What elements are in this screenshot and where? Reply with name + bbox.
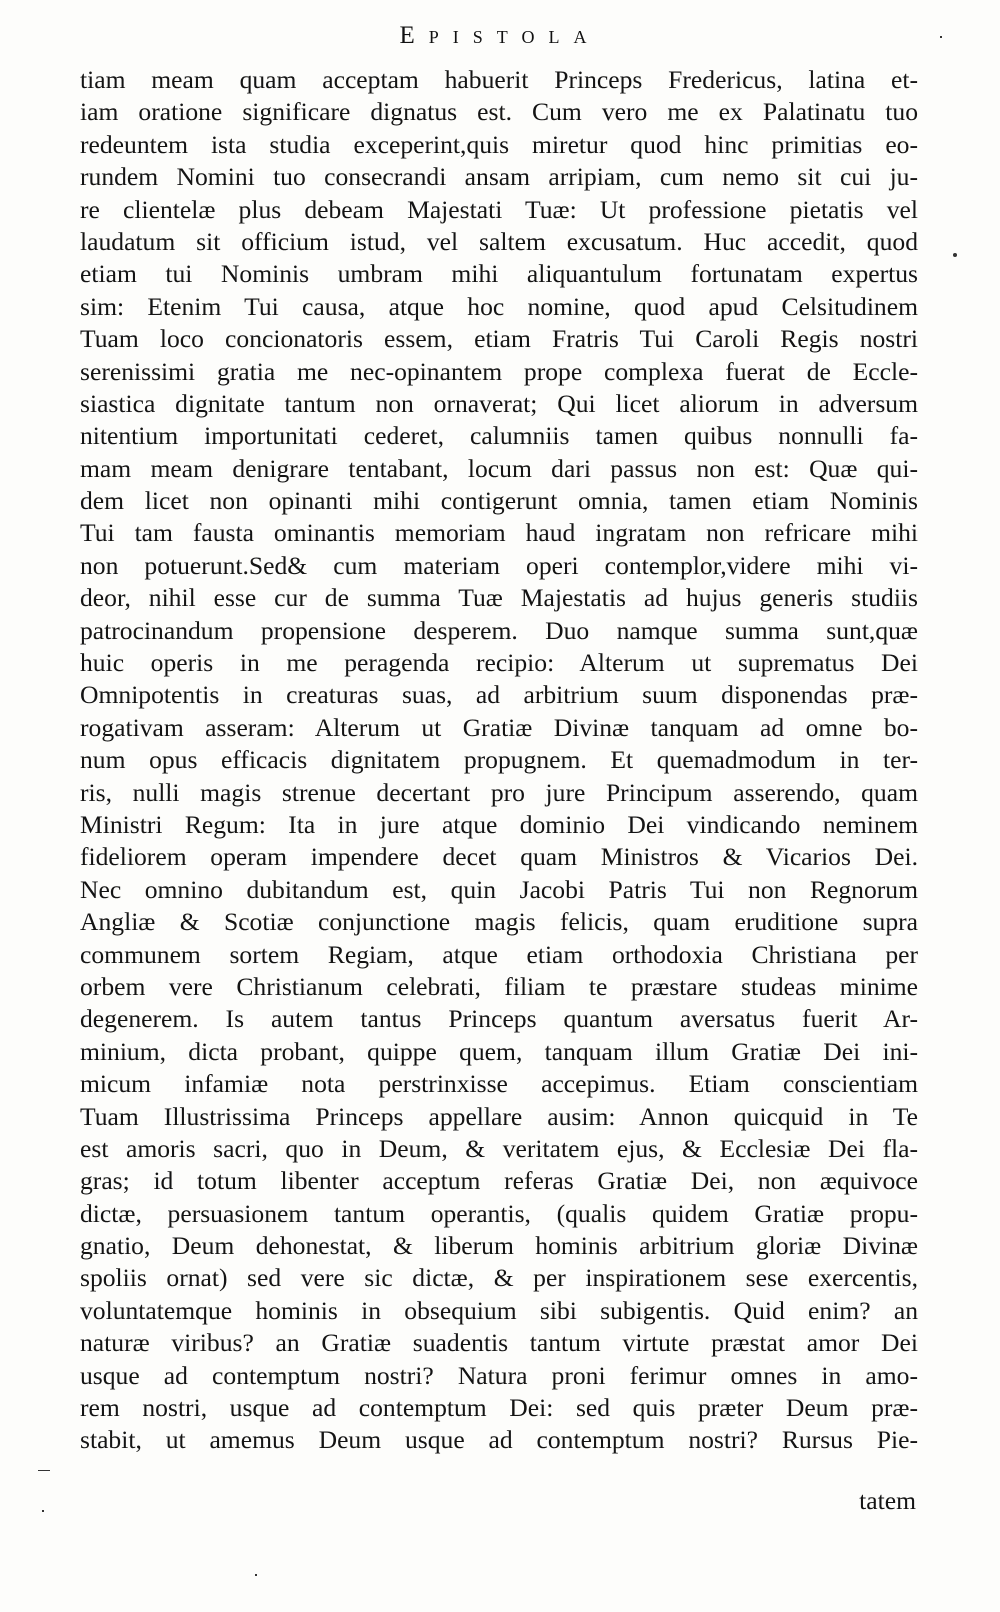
text-line: rogativam asseram: Alterum ut Gratiæ Divinæ tanquam ad omne bo-	[80, 712, 918, 742]
text-line: iam oratione significare dignatus est. Cum vero me ex Palatinatu tuo	[80, 97, 918, 127]
text-line: siastica dignitate tantum non ornaverat; Qui licet aliorum in adversum	[80, 388, 918, 418]
text-line: fideliorem operam impendere decet quam Ministros & Vicarios Dei.	[80, 842, 918, 872]
margin-speck	[42, 1510, 44, 1512]
text-line: serenissimi gratia me nec-opinantem prope complexa fuerat de Eccle-	[80, 356, 918, 386]
text-line: rem nostri, usque ad contemptum Dei: sed quis præter Deum præ-	[80, 1393, 918, 1423]
text-line: rundem Nomini tuo consecrandi ansam arripiam, cum nemo sit cui ju-	[80, 162, 918, 192]
text-line: voluntatemque hominis in obsequium sibi subigentis. Quid enim? an	[80, 1295, 918, 1325]
margin-speck	[255, 1574, 257, 1576]
body-text	[80, 64, 918, 1457]
text-line: huic operis in me peragenda recipio: Alterum ut suprematus Dei	[80, 648, 918, 678]
text-line: spoliis ornat) sed vere sic dictæ, & per inspirationem sese exercentis,	[80, 1263, 918, 1293]
text-line: orbem vere Christianum celebrati, filiam te præstare studeas minime	[80, 971, 918, 1001]
text-line: dictæ, persuasionem tantum operantis, (qualis quidem Gratiæ propu-	[80, 1198, 918, 1228]
text-line: num opus efficacis dignitatem propugnem. Et quemadmodum in ter-	[80, 745, 918, 775]
text-line: Tui tam fausta ominantis memoriam haud ingratam non refricare mihi	[80, 518, 918, 548]
text-line: laudatum sit officium istud, vel saltem excusatum. Huc accedit, quod	[80, 226, 918, 256]
text-line: Nec omnino dubitandum est, quin Jacobi Patris Tui non Regnorum	[80, 874, 918, 904]
text-line: dem licet non opinanti mihi contigerunt omnia, tamen etiam Nominis	[80, 486, 918, 516]
text-line: ris, nulli magis strenue decertant pro jure Principum asserendo, quam	[80, 777, 918, 807]
text-line: sim: Etenim Tui causa, atque hoc nomine, quod apud Celsitudinem	[80, 291, 918, 321]
margin-speck	[38, 1470, 50, 1471]
text-line: re clientelæ plus debeam Majestati Tuæ: Ut professione pietatis vel	[80, 194, 918, 224]
text-line: minium, dicta probant, quippe quem, tanquam illum Gratiæ Dei ini-	[80, 1036, 918, 1066]
text-line: Tuam Illustrissima Princeps appellare ausim: Annon quicquid in Te	[80, 1101, 918, 1131]
margin-speck	[953, 253, 957, 257]
text-line: micum infamiæ nota perstrinxisse accepimus. Etiam conscientiam	[80, 1069, 918, 1099]
text-line: communem sortem Regiam, atque etiam orthodoxia Christiana per	[80, 939, 918, 969]
text-line: usque ad contemptum nostri? Natura proni ferimur omnes in amo-	[80, 1360, 918, 1390]
text-line: gras; id totum libenter acceptum referas Gratiæ Dei, non æquivoce	[80, 1166, 918, 1196]
margin-speck	[940, 36, 942, 38]
text-line: redeuntem ista studia exceperint,quis miretur quod hinc primitias eo-	[80, 129, 918, 159]
text-line: naturæ viribus? an Gratiæ suadentis tantum virtute præstat amor Dei	[80, 1328, 918, 1358]
catchword: tatem	[859, 1486, 916, 1515]
text-line: Ministri Regum: Ita in jure atque dominio Dei vindicando neminem	[80, 809, 918, 839]
text-line: deor, nihil esse cur de summa Tuæ Majestatis ad hujus generis studiis	[80, 583, 918, 613]
text-line: Angliæ & Scotiæ conjunctione magis felicis, quam eruditione supra	[80, 907, 918, 937]
text-line: stabit, ut amemus Deum usque ad contemptum nostri? Rursus Pie-	[80, 1425, 918, 1455]
text-line: degenerem. Is autem tantus Princeps quantum aversatus fuerit Ar-	[80, 1004, 918, 1034]
text-line: mam meam denigrare tentabant, locum dari passus non est: Quæ qui-	[80, 453, 918, 483]
text-line: nitentium importunitati cederet, calumniis tamen quibus nonnulli fa-	[80, 421, 918, 451]
running-head: Epistola	[399, 22, 601, 49]
text-line: patrocinandum propensione desperem. Duo namque summa sunt,quæ	[80, 615, 918, 645]
text-line: tiam meam quam acceptam habuerit Princeps Fredericus, latina et-	[80, 65, 918, 94]
text-line: est amoris sacri, quo in Deum, & veritatem ejus, & Ecclesiæ Dei fla-	[80, 1133, 918, 1163]
text-line: Omnipotentis in creaturas suas, ad arbitrium suum disponendas præ-	[80, 680, 918, 710]
text-line: non potuerunt.Sed& cum materiam operi contemplor,videre mihi vi-	[80, 550, 918, 580]
text-line: gnatio, Deum dehonestat, & liberum hominis arbitrium gloriæ Divinæ	[80, 1231, 918, 1261]
text-line: etiam tui Nominis umbram mihi aliquantulum fortunatam expertus	[80, 259, 918, 289]
text-line: Tuam loco concionatoris essem, etiam Fratris Tui Caroli Regis nostri	[80, 324, 918, 354]
